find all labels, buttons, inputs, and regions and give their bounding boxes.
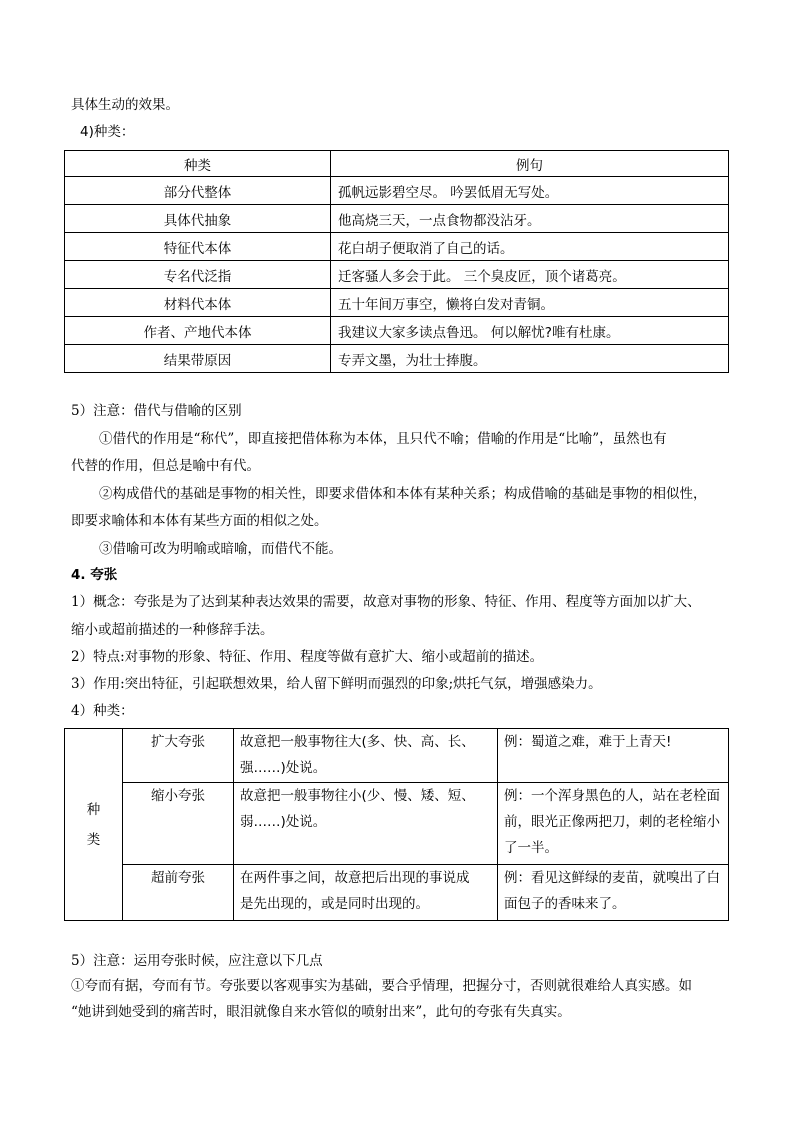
row-type: 超前夸张 (123, 865, 234, 921)
concept-line: 缩小或超前描述的一种修辞手法。 (71, 622, 274, 638)
row-desc: 故意把一般事物往小(少、慢、矮、短、 弱……)处说。 (234, 783, 498, 865)
row-type: 作者、产地代本体 (65, 317, 331, 345)
synecdoche-types-heading: 4)种类： (80, 124, 135, 140)
header-type: 种类 (65, 151, 331, 177)
row-type: 专名代泛指 (65, 261, 331, 289)
row-example: 我建议大家多读点鲁迅。 何以解忧?唯有杜康。 (331, 317, 729, 345)
row-type: 结果带原因 (65, 345, 331, 373)
note-line: ①借代的作用是“称代”，即直接把借体称为本体，且只代不喻；借喻的作用是“比喻”，虽然也有 (99, 431, 667, 447)
table-row (65, 177, 729, 205)
kind-label (65, 729, 123, 921)
row-desc: 在两件事之间，故意把后出现的事说成 是先出现的，或是同时出现的。 (234, 865, 498, 921)
note-line: ①夸而有据，夸而有节。夸张要以客观事实为基础，要合乎情理，把握分寸，否则就很难给人真实感。如 (71, 978, 692, 994)
row-example: 五十年间万事空，懒将白发对青铜。 (331, 289, 729, 317)
table-row (65, 865, 729, 921)
table-row (65, 205, 729, 233)
row-example: 例：蜀道之难，难于上青天! (498, 729, 729, 783)
concept-line: 1）概念：夸张是为了达到某种表达效果的需要，故意对事物的形象、特征、作用、程度等方面加以扩大、 (71, 594, 701, 610)
row-type: 缩小夸张 (123, 783, 234, 865)
hyperbole-types-table (64, 728, 729, 921)
synecdoche-types-table (64, 150, 729, 373)
row-desc: 故意把一般事物往大(多、快、高、长、 强……)处说。 (234, 729, 498, 783)
row-example: 花白胡子便取消了自己的话。 (331, 233, 729, 261)
table-header-row (65, 151, 729, 177)
row-example: 孤帆远影碧空尽。 吟罢低眉无写处。 (331, 177, 729, 205)
note-line: “她讲到她受到的痛苦时，眼泪就像自来水管似的喷射出来”，此句的夸张有失真实。 (71, 1004, 571, 1020)
table-row (65, 289, 729, 317)
feature-line: 2）特点:对事物的形象、特征、作用、程度等做有意扩大、缩小或超前的描述。 (71, 649, 544, 665)
kind-label-char: 类 (86, 831, 101, 848)
row-example: 他高烧三天，一点食物都没沾牙。 (331, 205, 729, 233)
hyperbole-note-heading: 5）注意：运用夸张时候，应注意以下几点 (71, 953, 323, 969)
note-line: 代替的作用，但总是喻中有代。 (71, 458, 260, 474)
row-example: 迁客骚人多会于此。 三个臭皮匠，顶个诸葛亮。 (331, 261, 729, 289)
row-example: 例：看见这鲜绿的麦苗，就嗅出了白 面包子的香味来了。 (498, 865, 729, 921)
hyperbole-title: 4. 夸张 (71, 567, 118, 583)
note-line: 即要求喻体和本体有某些方面的相似之处。 (71, 513, 328, 529)
row-type: 特征代本体 (65, 233, 331, 261)
table-row (65, 783, 729, 865)
hyperbole-types-heading: 4）种类： (71, 703, 134, 719)
row-type: 具体代抽象 (65, 205, 331, 233)
table-row (65, 261, 729, 289)
note-line: ②构成借代的基础是事物的相关性，即要求借体和本体有某种关系；构成借喻的基础是事物的相似性， (99, 486, 707, 502)
row-type: 扩大夸张 (123, 729, 234, 783)
intro-tail-text: 具体生动的效果。 (71, 97, 179, 113)
header-example: 例句 (331, 151, 729, 177)
note-line: ③借喻可改为明喻或暗喻，而借代不能。 (99, 541, 342, 557)
table-row (65, 729, 729, 783)
table-row (65, 317, 729, 345)
row-type: 部分代整体 (65, 177, 331, 205)
row-example: 例：一个浑身黑色的人，站在老栓面 前，眼光正像两把刀，刺的老栓缩小 了一半。 (498, 783, 729, 865)
effect-line: 3）作用:突出特征，引起联想效果，给人留下鲜明而强烈的印象;烘托气氛，增强感染力。 (71, 676, 602, 692)
table-row (65, 345, 729, 373)
row-type: 材料代本体 (65, 289, 331, 317)
synecdoche-note-heading: 5）注意：借代与借喻的区别 (71, 403, 242, 419)
table-row (65, 233, 729, 261)
kind-label-char: 种 (86, 801, 101, 818)
row-example: 专弄文墨，为壮士捧腹。 (331, 345, 729, 373)
